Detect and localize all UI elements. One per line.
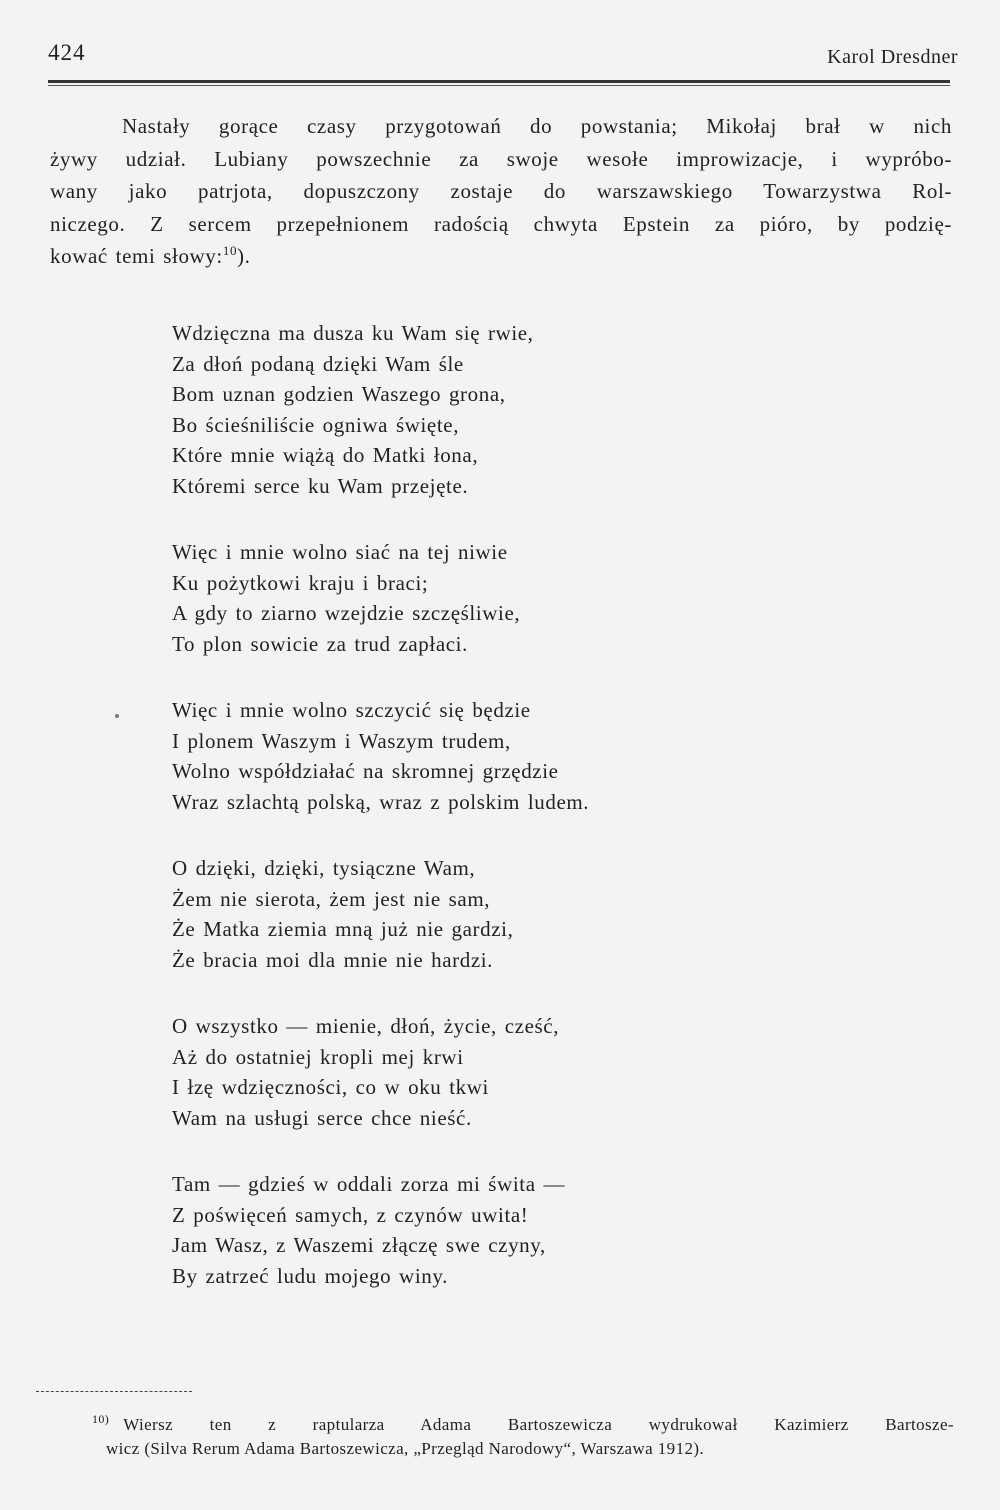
poem-stanza-3 <box>172 695 589 817</box>
verse-line: Ku pożytkowi kraju i braci; <box>172 570 429 595</box>
poem-stanza-1 <box>172 318 589 501</box>
footnote-line: wicz (Silva Rerum Adama Bartoszewicza, „Przegląd Narodowy“, Warszawa 1912). <box>106 1439 705 1458</box>
paragraph-line: żywy udział. Lubiany powszechnie za swoje wesołe improwizacje, i wypróbo- <box>50 146 952 171</box>
verse-line: Aż do ostatniej kropli mej krwi <box>172 1044 464 1069</box>
verse-line: A gdy to ziarno wzejdzie szczęśliwie, <box>172 601 521 625</box>
paragraph-closing: ). <box>237 244 251 268</box>
footnote-mark: 10) <box>92 1412 110 1427</box>
paragraph-line-text: kować temi słowy: <box>50 244 223 268</box>
footnote-reference: 10 <box>222 243 238 258</box>
paragraph-last-line <box>50 240 952 273</box>
page-number: 424 <box>48 40 86 65</box>
verse-line: O dzięki, dzięki, tysiączne Wam, <box>172 856 476 880</box>
print-speck <box>115 714 119 718</box>
verse-line: By zatrzeć ludu mojego winy. <box>172 1263 448 1288</box>
verse-line: Za dłoń podaną dzięki Wam śle <box>172 351 464 376</box>
poem-stanza-6 <box>172 1169 589 1291</box>
header-rule <box>48 80 950 86</box>
paragraph-line: wany jako patrjota, dopuszczony zostaje do warszawskiego Towarzystwa Rol- <box>50 179 952 203</box>
poem-stanza-5 <box>172 1011 589 1133</box>
footnote <box>92 1413 954 1461</box>
verse-line: O wszystko — mienie, dłoń, życie, cześć, <box>172 1014 560 1038</box>
verse-line: Bo ścieśniliście ogniwa święte, <box>172 412 460 437</box>
verse-line: Wdzięczna ma dusza ku Wam się rwie, <box>172 321 534 345</box>
footnote-rule <box>36 1391 192 1392</box>
verse-line: Bom uznan godzien Waszego grona, <box>172 382 506 406</box>
verse-line: Więc i mnie wolno szczycić się będzie <box>172 698 531 722</box>
verse-line: I plonem Waszym i Waszym trudem, <box>172 728 511 753</box>
verse-line: Któremi serce ku Wam przejęte. <box>172 473 469 498</box>
poem-stanza-2 <box>172 537 589 659</box>
poem-stanza-4 <box>172 853 589 975</box>
verse-line: Więc i mnie wolno siać na tej niwie <box>172 540 508 564</box>
verse-line: To plon sowicie za trud zapłaci. <box>172 631 468 656</box>
running-head: Karol Dresdner <box>827 46 958 68</box>
verse-line: Wam na usługi serce chce nieść. <box>172 1105 472 1130</box>
body-paragraph <box>50 110 952 273</box>
verse-line: I łzę wdzięczności, co w oku tkwi <box>172 1075 489 1099</box>
footnote-text: Wiersz ten z raptularza Adama Bartoszewicza wydrukował Kazimierz Bartosze- <box>123 1415 954 1434</box>
paragraph-line: Nastały gorące czasy przygotowań do powstania; Mikołaj brał w nich <box>122 114 952 138</box>
footnote-line <box>92 1413 954 1437</box>
verse-line: Że bracia moi dla mnie nie hardzi. <box>172 947 494 972</box>
verse-line: Tam — gdzieś w oddali zorza mi świta — <box>172 1172 566 1196</box>
verse-line: Wraz szlachtą polską, wraz z polskim ludem. <box>172 789 590 814</box>
poem <box>172 318 589 1327</box>
verse-line: Z poświęceń samych, z czynów uwita! <box>172 1202 529 1227</box>
verse-line: Wolno współdziałać na skromnej grzędzie <box>172 759 559 783</box>
verse-line: Żem nie sierota, żem jest nie sam, <box>172 886 491 911</box>
paragraph-line: niczego. Z sercem przepełnionem radością chwyta Epstein za pióro, by podzię- <box>50 211 952 236</box>
verse-line: Które mnie wiążą do Matki łona, <box>172 443 479 467</box>
verse-line: Jam Wasz, z Waszemi złączę swe czyny, <box>172 1233 546 1257</box>
verse-line: Że Matka ziemia mną już nie gardzi, <box>172 917 514 941</box>
